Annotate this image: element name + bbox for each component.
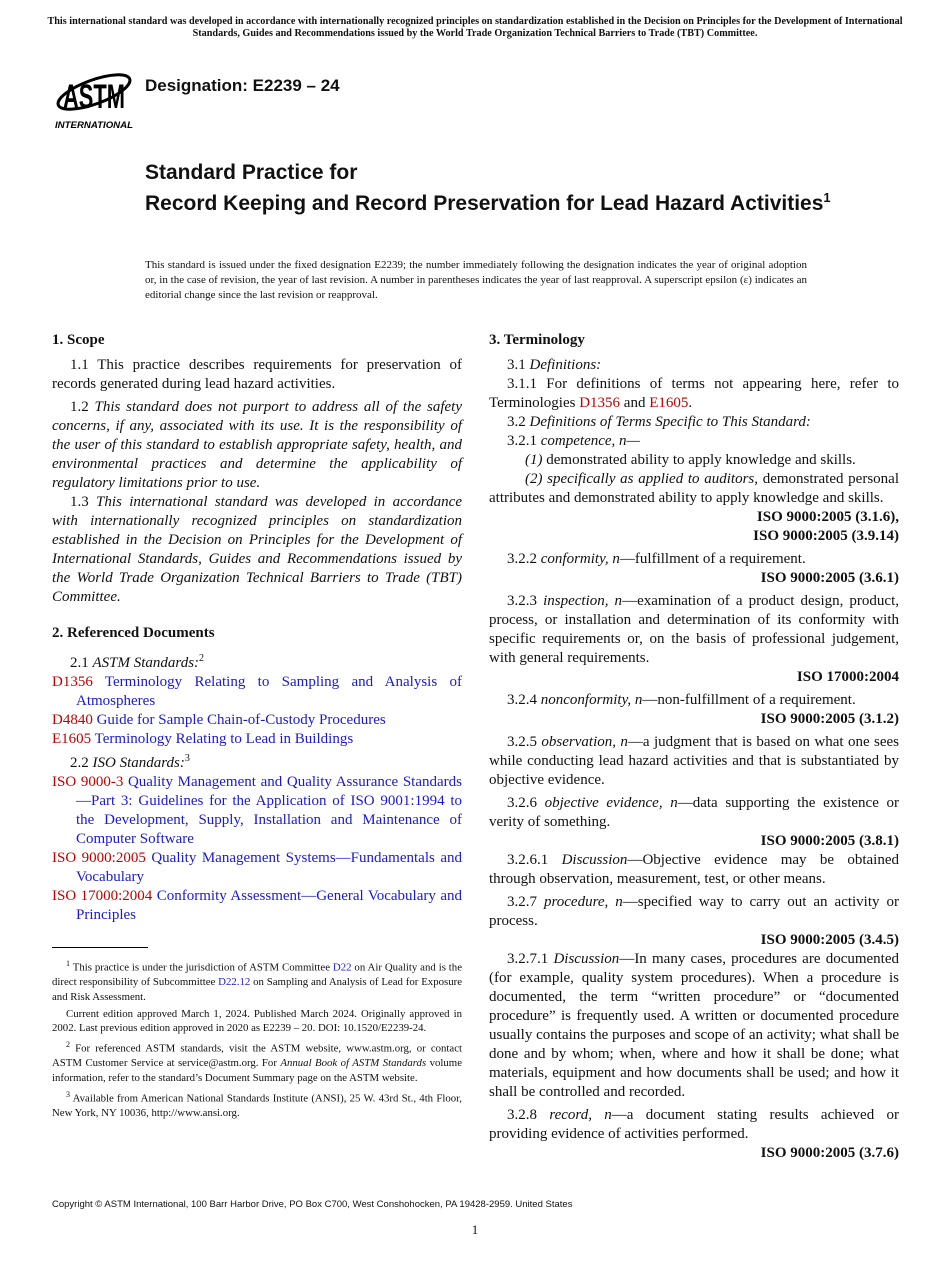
section-heading: 1. Scope (52, 332, 105, 348)
iso-citation: ISO 9000:2005 (3.8.1) (760, 833, 899, 849)
paragraph: 3.2.8 record, n—a document stating results achieved or providing evidence of activities performed. ISO 9000:2005 (3.7.6) (489, 1107, 900, 1161)
reference-item[interactable]: ISO 17000:2004 Conformity Assessment—General Vocabulary and Principles (52, 888, 462, 923)
paragraph: 3.1.1 For definitions of terms not appearing here, refer to Terminologies D1356 and E1605. (489, 376, 899, 411)
reference-item[interactable]: ISO 9000-3 Quality Management and Quality Assurance Standards—Part 3: Guidelines for the Application of ISO 9001:1994 to the Development, Supply, Installation and Maintenance of Computer Software (52, 774, 462, 847)
paragraph: (2) specifically as applied to auditors, demonstrated personal attributes and demonstrated ability to apply knowledge and skills. ISO 9000:2005 (3.1.6), ISO 9000:2005 (3.9.14) (489, 471, 899, 544)
reference-item[interactable]: D4840 Guide for Sample Chain-of-Custody Procedures (52, 712, 386, 728)
paragraph: 3.2.5 observation, n—a judgment that is based on what one sees while conducting lead hazard activities and that is substantiated by objective evidence. (489, 734, 900, 788)
right-column (489, 331, 899, 1163)
paragraph: 3.2.6.1 Discussion—Objective evidence may be obtained through observation, measurement, test, or other means. (489, 852, 900, 887)
footnote-ref: 1 (823, 190, 831, 205)
document-title (145, 160, 845, 216)
link-d22[interactable]: D22 (332, 961, 352, 974)
paragraph: 3.2.4 nonconformity, n—non-fulfillment of a requirement. ISO 9000:2005 (3.1.2) (489, 691, 899, 729)
iso-citation: ISO 9000:2005 (3.9.14) (753, 528, 899, 544)
paragraph: 2.2 ISO Standards:$^3$ (70, 753, 190, 771)
page-number: 1 (471, 1222, 479, 1237)
paragraph: 3.2.7.1 Discussion—In many cases, procedures are documented (for example, quality system procedures). When a procedure is documented, the term “written procedure” or “documented procedure” is frequently used. A written or documented procedure usually contains the purposes and scope of an activity; what shall be done and by whom; when, where and how it shall be done; what materials, equipment and how documents shall be used; and how it shall be controlled and recorded. (489, 951, 900, 1100)
svg-text:INTERNATIONAL: INTERNATIONAL (55, 120, 134, 131)
link-d22-12[interactable]: D22.12 (218, 976, 251, 989)
paragraph: 1.1 This practice describes requirements for preservation of records generated during lead hazard activities. (52, 357, 462, 392)
svg-text:ASTM: ASTM (63, 78, 125, 116)
reference-item[interactable]: D1356 Terminology Relating to Sampling and Analysis of Atmospheres (52, 674, 462, 709)
link-e1605[interactable]: E1605 (649, 395, 689, 411)
iso-citation: ISO 9000:2005 (3.7.6) (760, 1145, 899, 1161)
paragraph: (1) demonstrated ability to apply knowledge and skills. (525, 452, 856, 468)
footnote: Current edition approved March 1, 2024. Published March 2024. Originally approved in 2002. Last previous edition approved in 2020 as E2239 – 20. DOI: 10.1520/E2239-24. (52, 1007, 462, 1035)
iso-citation: ISO 9000:2005 (3.4.5) (760, 932, 899, 948)
section-heading: 3. Terminology (489, 332, 585, 348)
reference-item[interactable]: ISO 9000:2005 Quality Management Systems—Fundamentals and Vocabulary (52, 850, 462, 885)
paragraph: 3.2.7 procedure, n—specified way to carry out an activity or process. ISO 9000:2005 (3.4.5) (489, 894, 899, 948)
paragraph: 1.2 This standard does not purport to address all of the safety concerns, if any, associated with its use. It is the responsibility of the user of this standard to establish appropriate safety, health, and environmental practices and determine the applicability of regulatory limitations prior to use. (52, 399, 463, 491)
title-line: Standard Practice for (145, 161, 358, 184)
copyright: Copyright © ASTM International, 100 Barr Harbor Drive, PO Box C700, West Conshohocken, PA 19428-2959. United States (52, 1199, 573, 1210)
footnote: $^1$ This practice is under the jurisdiction of ASTM Committee D22 on Air Quality and is the direct responsibility of Subcommittee D22.12 on Sampling and Analysis of Lead for Exposure and Risk Assessment. (52, 959, 463, 1003)
paragraph: 3.2.2 conformity, n—fulfillment of a requirement. ISO 9000:2005 (3.6.1) (489, 550, 899, 588)
designation: Designation: E2239 – 24 (145, 76, 340, 95)
title-main (145, 185, 845, 216)
title-text: Record Keeping and Record Preservation for Lead Hazard Activities (145, 192, 824, 215)
paragraph: 3.2.3 inspection, n—examination of a product design, product, process, or installation and determination of its conformity with specific requirements or, on the basis of professional judgement, with general requirements. ISO 17000:2004 (489, 593, 900, 685)
iso-citation: ISO 17000:2004 (796, 669, 899, 685)
iso-citation: ISO 9000:2005 (3.6.1) (760, 570, 899, 586)
paragraph: 3.2.6 objective evidence, n—data supporting the existence or verity of something. ISO 9000:2005 (3.8.1) (489, 795, 899, 849)
iso-citation: ISO 9000:2005 (3.1.2) (760, 711, 899, 727)
paragraph: 3.1 Definitions: (507, 357, 602, 373)
astm-logo (54, 56, 134, 132)
footnote: $^3$ Available from American National Standards Institute (ANSI), 25 W. 43rd St., 4th Floor, New York, NY 10036, http://www.ansi.org. (52, 1089, 462, 1120)
standard-notice: This international standard was developed in accordance with internationally recognized principles on standardization established in the Decision on Principles for the Development of International Standards, Guides and Recommendations issued by the World Trade Organization Technical Barriers to Trade (TBT) Committee. (47, 16, 903, 39)
link-d1356[interactable]: D1356 (579, 395, 621, 411)
section-heading: 2. Referenced Documents (52, 625, 215, 641)
paragraph: 2.1 ASTM Standards:$^2$ (70, 653, 205, 671)
iso-citation: ISO 9000:2005 (3.1.6), (756, 509, 899, 525)
footnote-divider (52, 947, 148, 948)
paragraph: 3.2.1 competence, n— (507, 433, 640, 449)
paragraph: 1.3 This international standard was developed in accordance with internationally recognized principles on standardization established in the Decision on Principles for the Development of International Standards, Guides and Recommendations issued by the World Trade Organization Technical Barriers to Trade (TBT) Committee. (52, 494, 462, 605)
reference-item[interactable]: E1605 Terminology Relating to Lead in Buildings (52, 731, 354, 747)
footnotes (52, 957, 462, 1123)
paragraph: 3.2 Definitions of Terms Specific to This Standard: (507, 414, 811, 430)
intro-text: This standard is issued under the fixed designation E2239; the number immediately following the designation indicates the year of original adoption or, in the case of revision, the year of last revision. A number in parentheses indicates the year of last reapproval. A superscript epsilon (ε) indicates an editorial change since the last revision or reapproval. (145, 259, 807, 301)
left-column (52, 331, 462, 925)
footnote: $^2$ For referenced ASTM standards, visit the ASTM website, www.astm.org, or contact ASTM Customer Service at service@astm.org. For Annual Book of ASTM Standards volume information, refer to the standard’s Document Summary page on the ASTM website. (52, 1040, 462, 1085)
